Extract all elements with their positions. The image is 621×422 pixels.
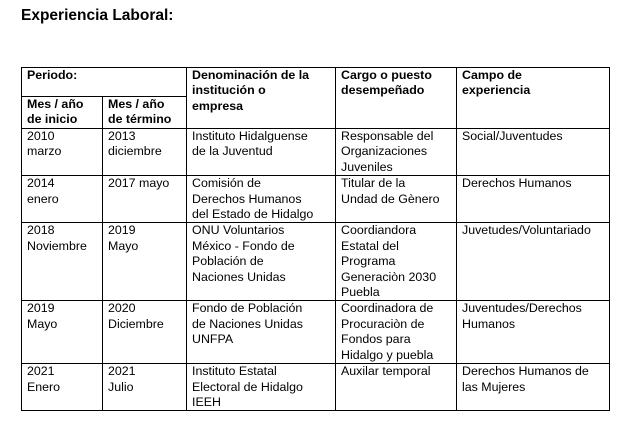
cell-inicio: 2018 Noviembre: [22, 223, 103, 301]
cell-campo: Social/Juventudes: [457, 129, 610, 176]
cell-campo: Derechos Humanos: [457, 176, 610, 223]
cell-inicio: 2021 Enero: [22, 364, 103, 411]
table-row: [22, 223, 610, 301]
cell-termino: 2019 Mayo: [103, 223, 187, 301]
table-row: [22, 301, 610, 364]
cell-institucion: Fondo de Población de Naciones Unidas UNFPA: [187, 301, 336, 364]
cell-institucion: Instituto Hidalguense de la Juventud: [187, 129, 336, 176]
header-cargo: Cargo o puesto desempeñado: [336, 68, 457, 129]
cell-institucion: Comisión de Derechos Humanos del Estado de Hidalgo: [187, 176, 336, 223]
cell-inicio: 2010 marzo: [22, 129, 103, 176]
cell-campo: Juventudes/Derechos Humanos: [457, 301, 610, 364]
cell-termino: 2013 diciembre: [103, 129, 187, 176]
cell-inicio: 2019 Mayo: [22, 301, 103, 364]
cell-termino: 2017 mayo: [103, 176, 187, 223]
cell-institucion: Instituto Estatal Electoral de Hidalgo IEEH: [187, 364, 336, 411]
table-row: [22, 364, 610, 411]
cell-cargo: Responsable del Organizaciones Juveniles: [336, 129, 457, 176]
cell-cargo: Coordinadora de Procuraciòn de Fondos para Hidalgo y puebla: [336, 301, 457, 364]
cell-cargo: Coordiandora Estatal del Programa Generaciòn 2030 Puebla: [336, 223, 457, 301]
section-heading: Experiencia Laboral:: [21, 7, 174, 24]
cell-termino: 2020 Diciembre: [103, 301, 187, 364]
cell-cargo: Titular de la Undad de Gènero: [336, 176, 457, 223]
cell-campo: Juvetudes/Voluntariado: [457, 223, 610, 301]
header-denominacion: Denominación de la institución o empresa: [187, 68, 336, 129]
cell-termino: 2021 Julio: [103, 364, 187, 411]
cell-cargo: Auxilar temporal: [336, 364, 457, 411]
header-periodo: Periodo:: [22, 68, 187, 97]
table-row: [22, 176, 610, 223]
header-mes-termino: Mes / año de término: [103, 97, 187, 129]
experience-table: [21, 67, 610, 411]
table-header-row: [22, 68, 610, 97]
cell-campo: Derechos Humanos de las Mujeres: [457, 364, 610, 411]
header-mes-inicio: Mes / año de inicio: [22, 97, 103, 129]
header-campo: Campo de experiencia: [457, 68, 610, 129]
cell-institucion: ONU Voluntarios México - Fondo de Población de Naciones Unidas: [187, 223, 336, 301]
table-row: [22, 129, 610, 176]
cell-inicio: 2014 enero: [22, 176, 103, 223]
